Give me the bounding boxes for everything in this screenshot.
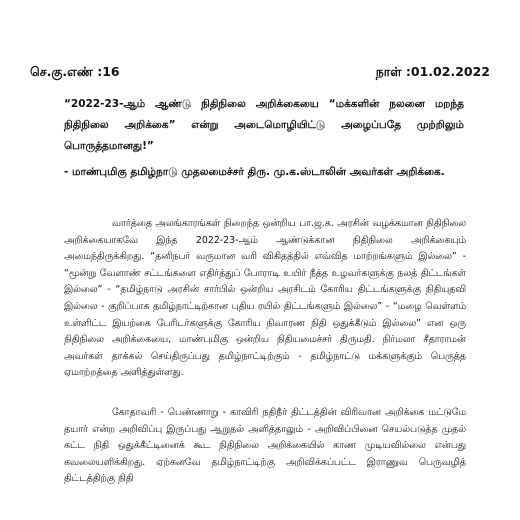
body-paragraph-2: கோதாவரி - பெண்ணாறு - காவிரி நதிநீர் திட்டத்தின் விரிவான அறிக்கை மட்டுமே தயார் என்ற அறிவிப்பு இருப்பது ஆறுதல் அளித்தாலும் - அறிவிப்பினை செயல்படுத்த முதல் கட்ட நிதி ஒதுக்கீட்டினைக் கூட நிதிநிலை அறிக்கையில் காண முடியவில்லை என்பது கவலையளிக்கிறது. ஏற்கனவே தமிழ்நாட்டிற்கு அறிவிக்கப்பட்ட இராணுவ பெருவழித் திட்டத்திற்கு நிதி (64, 407, 466, 485)
header-meta-row (30, 64, 490, 81)
release-byline: - மாண்புமிகு தமிழ்நாடு முதலமைச்சர் திரு. மு.க.ஸ்டாலின் அவர்கள் அறிக்கை. (64, 166, 445, 178)
body-paragraph-1: வார்த்தை அலங்காரங்கள் நிறைந்த ஒன்றிய பா.ஜ.க. அரசின் வழக்கமான நிதிநிலை அறிக்கையாகவே இந்த 2022-23-ஆம் ஆண்டுக்கான நிதிநிலை அறிக்கையும் அமைந்திருக்கிறது. “தனிநபர் வருமான வரி விகிதத்தில் எவ்வித மாற்றங்களும் இல்லை” - “மூன்று வேளாண் சட்டங்களை எதிர்த்துப் போராடி உயிர் நீத்த உழவர்களுக்கு நலத் திட்டங்கள் இல்லை” - “தமிழ்நாடு அரசின் சார்பில் ஒன்றிய அரசிடம் கோரிய திட்டங்களுக்கு நிதியுதவி இல்லை - குறிப்பாக தமிழ்நாட்டிற்கான புதிய ரயில் திட்டங்களும் இல்லை” - “மழை வெள்ளம் உள்ளிட்ட இயற்கை பேரிடர்களுக்கு கோரிய நிவாரண நிதி ஒதுக்கீடும் இல்லை” என ஒரு நிதிநிலை அறிக்கையை, மாண்புமிகு ஒன்றிய நிதியமைச்சர் திருமதி. நிர்மலா சீதாராமன் அவர்கள் தாக்கல் செய்திருப்பது தமிழ்நாட்டிற்கும் - தமிழ்நாட்டு மக்களுக்கும் பெருத்த ஏமாற்றத்தை அளித்துள்ளது. (64, 218, 466, 379)
reference-number: செ.கு.எண் :16 (30, 64, 120, 79)
release-date: நாள் :01.02.2022 (375, 64, 490, 79)
release-title: “2022-23-ஆம் ஆண்டு நிதிநிலை அறிக்கையை “மக்களின் நலனை மறந்த நிதிநிலை அறிக்கை” என்று அடைமொழியிட்டு அழைப்பதே முற்றிலும் பொருத்தமானது!” (64, 98, 464, 152)
